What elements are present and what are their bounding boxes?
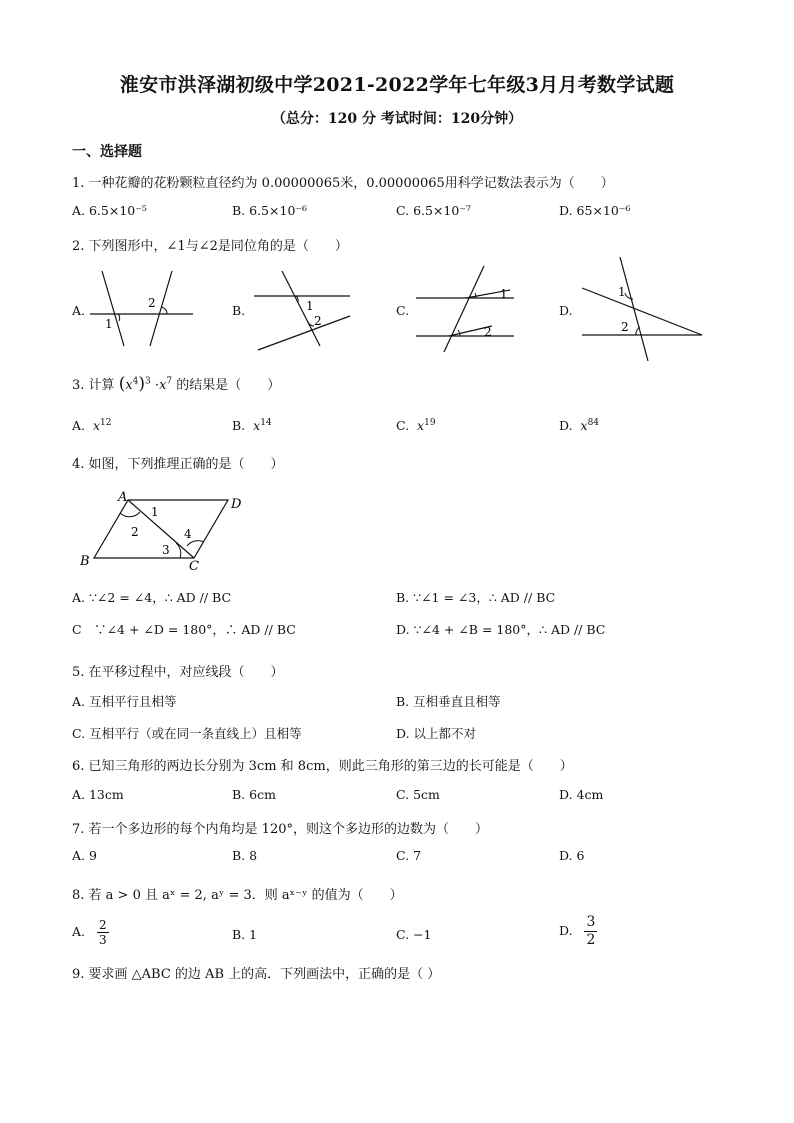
question-7-option-b: B. 8 <box>232 848 258 863</box>
question-3-option-b: B. $x^{14}$ <box>232 417 272 433</box>
question-6-stem: 6. 已知三角形的两边长分别为 3cm 和 8cm，则此三角形的第三边的长可能是（ ） <box>72 759 573 774</box>
question-1-option-d: D. 65×10⁻⁶ <box>559 203 631 218</box>
question-4-parallelogram-figure <box>76 486 256 572</box>
question-1-option-b: B. 6.5×10⁻⁶ <box>232 203 307 218</box>
question-1-option-c: C. 6.5×10⁻⁷ <box>396 203 471 218</box>
question-6-option-d: D. 4cm <box>559 787 604 802</box>
question-4-option-a: A. ∵∠2 = ∠4，∴ AD // BC <box>72 590 232 605</box>
question-2-figure-c <box>414 262 518 354</box>
question-8-option-a: A. $\frac{2}{3}$ <box>72 918 107 947</box>
question-7-option-a: A. 9 <box>72 848 97 863</box>
question-6-option-b: B. 6cm <box>232 787 276 802</box>
label-angle-1: 1 <box>306 299 314 313</box>
question-3-option-a: A. $x^{12}$ <box>72 417 112 433</box>
vertex-b-label: B <box>80 554 90 569</box>
label-angle-2: 2 <box>621 320 629 334</box>
question-8-option-b: B. 1 <box>232 927 258 942</box>
question-2-option-b: B. <box>232 303 246 318</box>
question-5-option-d: D. 以上都不对 <box>396 726 477 741</box>
label-angle-2: 2 <box>484 325 492 339</box>
question-8-option-d: D. $\frac{3}{2}$ <box>559 914 596 948</box>
label-angle-1: 1 <box>618 285 626 299</box>
angle-3-label: 3 <box>162 543 170 557</box>
question-5-stem: 5. 在平移过程中，对应线段（ ） <box>72 665 284 680</box>
question-8-option-c: C. −1 <box>396 927 432 942</box>
page-subtitle: （总分：120 分 考试时间：120分钟） <box>271 111 523 127</box>
label-angle-1: 1 <box>105 317 113 331</box>
vertex-a-label: A <box>118 490 128 505</box>
angle-4-label: 4 <box>184 527 192 541</box>
page-title: 淮安市洪泽湖初级中学2021-2022学年七年级3月月考数学试题 <box>119 74 675 96</box>
angle-1-label: 1 <box>151 505 159 519</box>
question-7-stem: 7. 若一个多边形的每个内角均是 120°，则这个多边形的边数为（ ） <box>72 822 488 837</box>
question-1-stem: 1. 一种花瓣的花粉颗粒直径约为 0.00000065米，0.00000065用科学记数法表示为（ ） <box>72 176 614 191</box>
angle-2-label: 2 <box>131 525 139 539</box>
question-4-option-b: B. ∵∠1 = ∠3，∴ AD // BC <box>396 590 556 605</box>
question-6-option-a: A. 13cm <box>72 787 124 802</box>
label-angle-2: 2 <box>314 314 322 328</box>
question-2-stem: 2. 下列图形中，∠1与∠2是同位角的是（ ） <box>72 239 348 254</box>
question-4-option-d: D. ∵∠4 + ∠B = 180°，∴ AD // BC <box>396 622 606 637</box>
question-5-option-a: A. 互相平行且相等 <box>72 694 177 709</box>
label-angle-2: 2 <box>148 296 156 310</box>
question-2-figure-a <box>88 268 198 350</box>
question-5-option-b: B. 互相垂直且相等 <box>396 694 501 709</box>
vertex-d-label: D <box>231 497 242 512</box>
question-9-stem: 9. 要求画 △ABC 的边 AB 上的高．下列画法中，正确的是（ ） <box>72 967 441 982</box>
question-1-option-a: A. 6.5×10⁻⁵ <box>72 203 147 218</box>
question-2-option-a: A. <box>72 303 86 318</box>
question-2-option-d: D. <box>559 303 573 318</box>
question-7-option-d: D. 6 <box>559 848 585 863</box>
question-4-stem: 4. 如图，下列推理正确的是（ ） <box>72 457 284 472</box>
question-2-figure-b <box>252 268 354 352</box>
question-5-option-c: C. 互相平行（或在同一条直线上）且相等 <box>72 726 302 741</box>
question-7-option-c: C. 7 <box>396 848 422 863</box>
question-4-option-c: C ∵∠4 + ∠D = 180°，∴ AD // BC <box>72 622 296 637</box>
label-angle-1: 1 <box>500 287 508 301</box>
question-8-stem: 8. 若 a > 0 且 aˣ = 2, aʸ = 3．则 aˣ⁻ʸ 的值为（ ） <box>72 888 403 903</box>
section-heading: 一、选择题 <box>72 144 142 160</box>
question-3-option-d: D. $x^{84}$ <box>559 417 600 433</box>
question-2-option-c: C. <box>396 303 410 318</box>
question-3-option-c: C. $x^{19}$ <box>396 417 436 433</box>
question-3-stem: 3. 计算 $(x^4)^3 \cdot x^7$ 的结果是（ ） <box>72 374 281 394</box>
question-6-option-c: C. 5cm <box>396 787 440 802</box>
question-2-figure-d <box>578 255 704 363</box>
vertex-c-label: C <box>189 559 199 572</box>
